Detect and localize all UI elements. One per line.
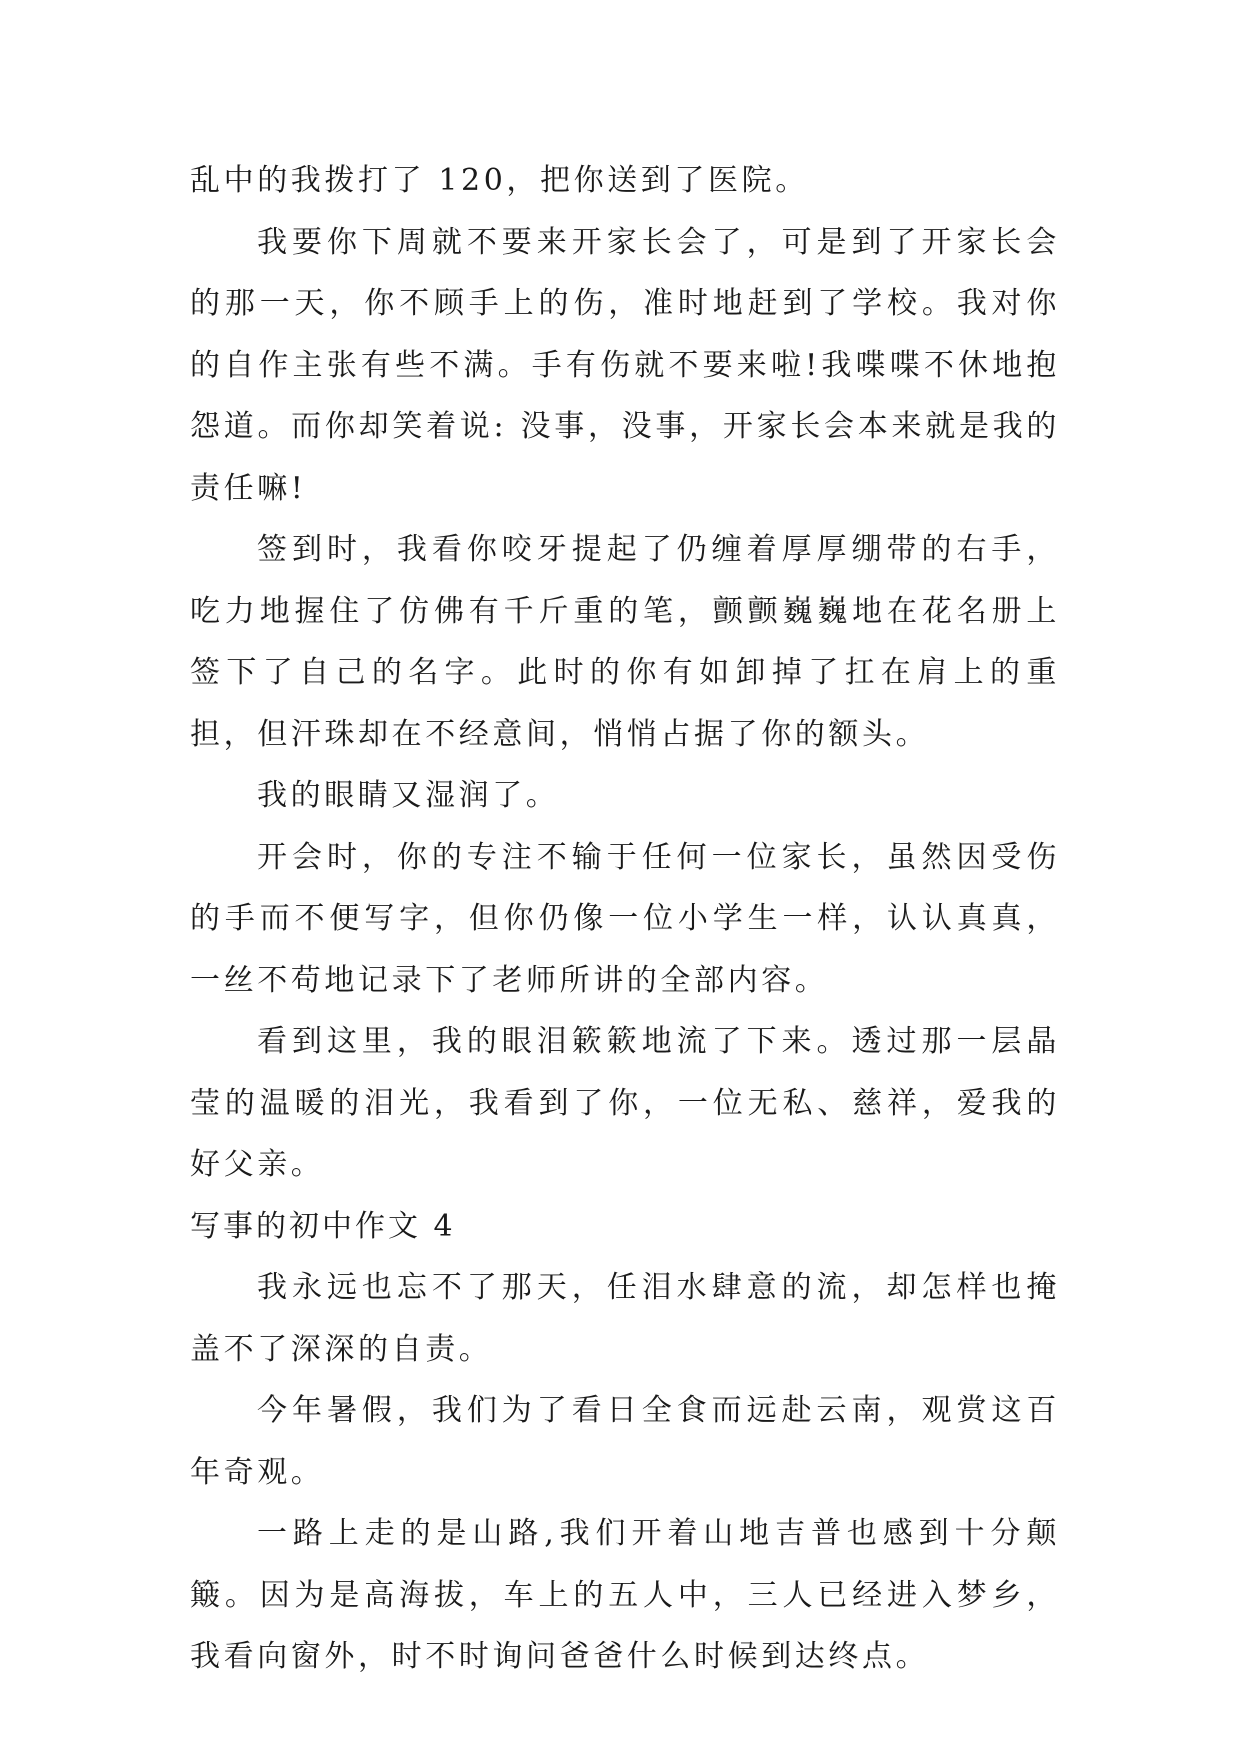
- paragraph: 我永远也忘不了那天，任泪水肆意的流，却怎样也掩盖不了深深的自责。: [190, 1270, 1060, 1367]
- paragraph: 今年暑假，我们为了看日全食而远赴云南，观赏这百年奇观。: [190, 1393, 1060, 1490]
- paragraph: 我的眼睛又湿润了。: [257, 778, 560, 813]
- paragraph: 我要你下周就不要来开家长会了，可是到了开家长会的那一天，你不顾手上的伤，准时地赶到了学校。我对你的自作主张有些不满。手有伤就不要来啦!我喋喋不休地抱怨道。而你却笑着说: 没事，没事，开家长会本来就是我的责任嘛!: [190, 224, 1060, 506]
- section-heading: 写事的初中作文 4: [190, 1208, 456, 1244]
- paragraph-continuation: 乱中的我拨打了 120，把你送到了医院。: [190, 163, 809, 198]
- paragraph: 开会时，你的专注不输于任何一位家长，虽然因受伤的手而不便写字，但你仍像一位小学生一样，认认真真，一丝不苟地记录下了老师所讲的全部内容。: [190, 839, 1060, 998]
- essay-body: [190, 150, 1060, 1688]
- paragraph: 看到这里，我的眼泪簌簌地流了下来。透过那一层晶莹的温暖的泪光，我看到了你，一位无私、慈祥，爱我的好父亲。: [190, 1024, 1060, 1182]
- paragraph: 签到时，我看你咬牙提起了仍缠着厚厚绷带的右手，吃力地握住了仿佛有千斤重的笔，颤颤巍巍地在花名册上签下了自己的名字。此时的你有如卸掉了扛在肩上的重担，但汗珠却在不经意间，悄悄占据了你的额头。: [190, 532, 1060, 752]
- paragraph: 一路上走的是山路,我们开着山地吉普也感到十分颠簸。因为是高海拔，车上的五人中，三人已经进入梦乡，我看向窗外，时不时询问爸爸什么时候到达终点。: [190, 1516, 1060, 1674]
